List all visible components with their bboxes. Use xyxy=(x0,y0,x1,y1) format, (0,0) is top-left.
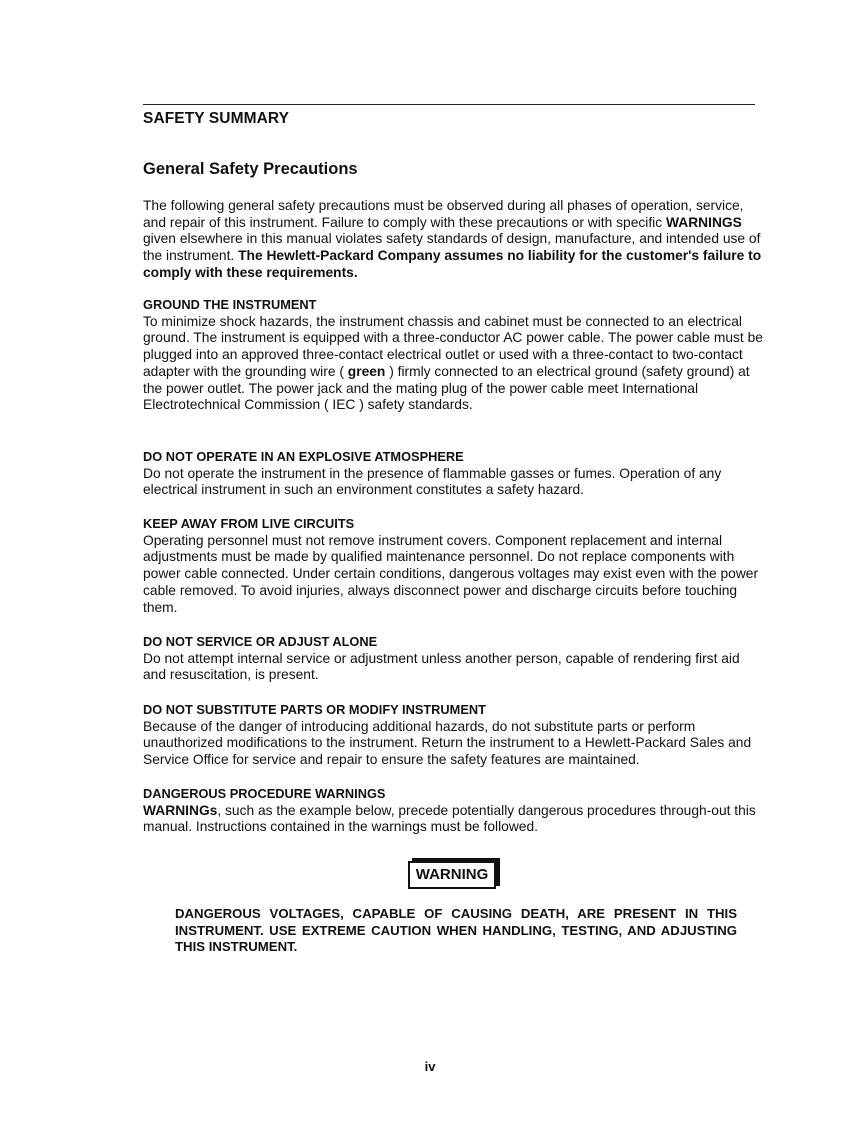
procedure-bold-warnings: WARNINGs xyxy=(143,802,218,818)
ground-text-2: ) firmly connected to an electrical ground (safety ground) at the power outlet. The power jack and the mating plug of the power cable meet International Electrotechnical Commission ( IEC ) safety standards. xyxy=(143,363,750,413)
warning-label: WARNING xyxy=(408,861,496,889)
intro-text-1: The following general safety precautions must be observed during all phases of operation, service, and repair of this instrument. Failure to comply with these precautions or with specific xyxy=(143,198,744,230)
intro-paragraph xyxy=(143,198,763,282)
header-rule xyxy=(143,104,755,105)
substitute-text: Because of the danger of introducing additional hazards, do not substitute parts or perform unauthorized modifications to the instrument. Return the instrument to a Hewlett-Packard Sales and Service Office for service and repair to ensure the safety features are maintained. xyxy=(143,718,752,768)
service-alone-text: Do not attempt internal service or adjustment unless another person, capable of rendering first aid and resuscitation, is present. xyxy=(143,650,740,683)
procedure-text: , such as the example below, precede potentially dangerous procedures through-out this manual. Instructions contained in the warnings must be followed. xyxy=(143,802,756,835)
substitute-heading: DO NOT SUBSTITUTE PARTS OR MODIFY INSTRUMENT xyxy=(143,702,486,717)
ground-section xyxy=(143,297,763,414)
live-circuits-heading: KEEP AWAY FROM LIVE CIRCUITS xyxy=(143,516,355,531)
live-circuits-section xyxy=(143,516,763,616)
section-title: SAFETY SUMMARY xyxy=(143,110,290,127)
intro-bold-warnings: WARNINGS xyxy=(665,214,742,230)
ground-bold-green: green xyxy=(347,363,386,379)
ground-heading: GROUND THE INSTRUMENT xyxy=(143,297,317,312)
intro-text-2: given elsewhere in this manual violates safety standards of design, manufacture, and intended use of the instrument. xyxy=(143,231,761,264)
explosive-text: Do not operate the instrument in the presence of flammable gasses or fumes. Operation of any electrical instrument in such an environment constitutes a safety hazard. xyxy=(143,465,722,498)
page-number: iv xyxy=(424,1059,436,1074)
warning-label-box xyxy=(408,857,501,890)
explosive-section xyxy=(143,449,763,499)
live-circuits-text: Operating personnel must not remove instrument covers. Component replacement and internal adjustments must be made by qualified maintenance personnel. Do not replace components with power cable connected. Under certain conditions, dangerous voltages may exist even with the power cable removed. To avoid injuries, always disconnect power and discharge circuits before touching them. xyxy=(143,532,759,615)
intro-bold-liability: The Hewlett-Packard Company assumes no liability for the customer's failure to comply with these requirements. xyxy=(143,248,762,280)
warning-message: DANGEROUS VOLTAGES, CAPABLE OF CAUSING DEATH, ARE PRESENT IN THIS INSTRUMENT. USE EXTREME CAUTION WHEN HANDLING, TESTING, AND ADJUSTING THIS INSTRUMENT. xyxy=(175,906,737,955)
service-alone-section xyxy=(143,634,763,684)
procedure-warnings-section xyxy=(143,786,763,836)
substitute-section xyxy=(143,702,763,769)
procedure-warnings-heading: DANGEROUS PROCEDURE WARNINGS xyxy=(143,786,386,801)
page-subtitle: General Safety Precautions xyxy=(143,160,358,178)
ground-text-1: To minimize shock hazards, the instrument chassis and cabinet must be connected to an electrical ground. The instrument is equipped with a three-conductor AC power cable. The power cable must be plugged into an approved three-contact electrical outlet or used with a three-contact to two-contact adapter with the grounding wire ( xyxy=(143,313,763,379)
service-alone-heading: DO NOT SERVICE OR ADJUST ALONE xyxy=(143,634,378,649)
explosive-heading: DO NOT OPERATE IN AN EXPLOSIVE ATMOSPHERE xyxy=(143,449,464,464)
